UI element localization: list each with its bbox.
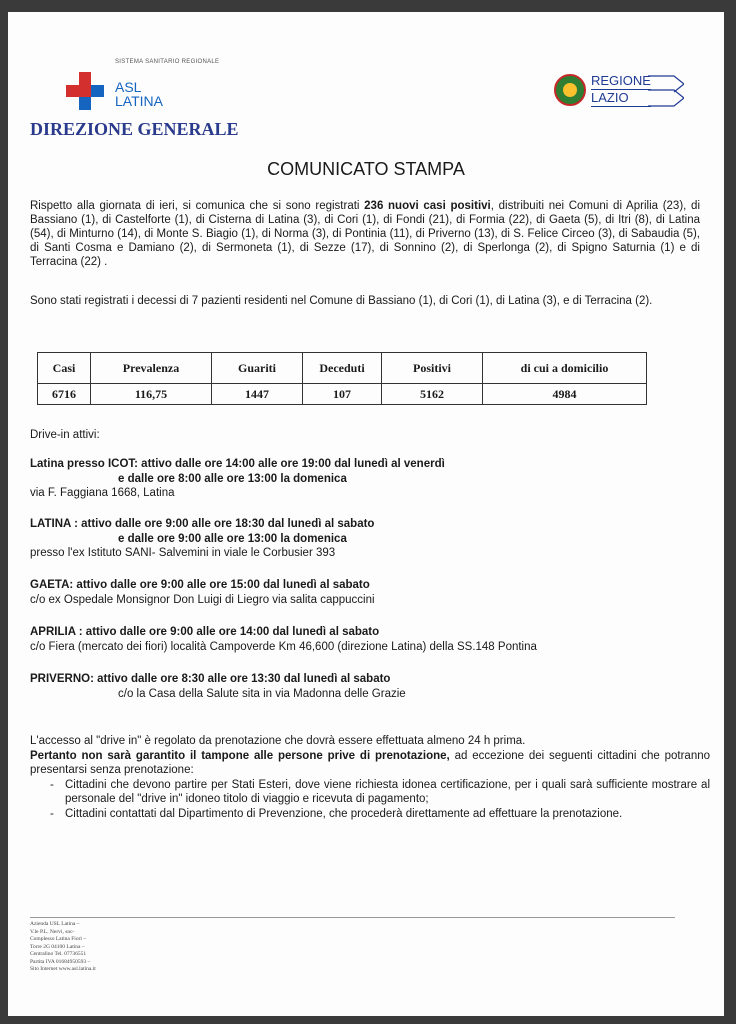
accesso-text: L'accesso al "drive in" è regolato da prenotazione che dovrà essere effettuata almeno 24 h prima. — [30, 735, 526, 747]
drive-in-item — [30, 578, 710, 607]
asl-line2: LATINA — [115, 93, 163, 109]
asl-line1: ASL — [115, 79, 142, 95]
drive-in-item — [30, 625, 710, 654]
table-header-cell: Guariti — [212, 353, 303, 384]
drive-in-address: via F. Faggiana 1668, Latina — [30, 487, 175, 499]
table-cell: 116,75 — [91, 384, 212, 405]
drive-in-item — [30, 517, 710, 561]
footer-line: Torre 2G 04100 Latina – — [30, 943, 85, 950]
table-header-row — [38, 353, 647, 384]
intro-paragraph — [30, 199, 700, 269]
table-cell: 5162 — [382, 384, 483, 405]
list-item: - Cittadini che devono partire per Stati Esteri, dove viene richiesta idonea certificazione, per i quali sarà sufficiente mostrare al personale del "drive in" idoneo titolo di viaggio e ricevuta di pagamento; — [30, 778, 710, 807]
footer-divider — [30, 917, 675, 918]
pertanto-after: ad eccezione dei seguenti cittadini che potranno presentarsi senza prenotazione: — [30, 749, 711, 776]
drive-in-address: c/o la Casa della Salute sita in via Madonna delle Grazie — [118, 687, 406, 700]
table-header-cell: Casi — [38, 353, 91, 384]
drive-in-address: c/o ex Ospedale Monsignor Don Luigi di Liegro via salita cappuccini — [30, 593, 375, 606]
direzione-generale-heading: DIREZIONE GENERALE — [30, 119, 239, 139]
page-title: COMUNICATO STAMPA — [267, 159, 465, 179]
footer-line: Sito Internet www.asl.latina.it — [30, 966, 96, 972]
table-row — [38, 384, 647, 405]
drive-in-title: Drive-in attivi: — [30, 429, 100, 441]
intro-bold: 236 nuovi casi positivi — [364, 200, 491, 212]
intro-after: , distribuiti nei Comuni di Aprilia (23), di Bassiano (1), di Castelforte (1), di Cisterna di Latina (3), di Cori (1), di Fondi (21), di Formia (22), di Gaeta (5), di Itri (8), di Latina (54), di Minturno (14), di Monte S. Biagio (1), di Norma (3), di Pontinia (11), di Priverno (13), di S. Felice Circeo (3), di Sabaudia (5), di Santi Cosma e Damiano (2), di Sermoneta (1), di Sezze (17), di Sonnino (2), di Sperlonga (2), di Spigno Saturnia (1) e di Terracina (22) . — [30, 200, 700, 268]
footer-line: V.le P.L. Nervi, snc- — [30, 928, 75, 935]
table-cell: 1447 — [212, 384, 303, 405]
footer-line: Partita IVA 01684950593 – — [30, 958, 91, 965]
drive-in-line1: Latina presso ICOT: attivo dalle ore 14:00 alle ore 19:00 dal lunedì al venerdì — [30, 458, 445, 470]
table-cell: 107 — [303, 384, 382, 405]
table-cell: 6716 — [38, 384, 91, 405]
drive-in-address: presso l'ex Istituto SANI- Salvemini in viale le Corbusier 393 — [30, 547, 336, 559]
pertanto-bold: Pertanto non sarà garantito il tampone alle persone prive di prenotazione, — [30, 749, 450, 762]
drive-in-line1: GAETA: attivo dalle ore 9:00 alle ore 15:00 dal lunedì al sabato — [30, 579, 370, 591]
exceptions-list — [30, 778, 710, 822]
intro-before: Rispetto alla giornata di ieri, si comunica che si sono registrati — [30, 200, 365, 212]
drive-in-line1: LATINA : attivo dalle ore 9:00 alle ore 18:30 dal lunedì al sabato — [30, 518, 375, 530]
drive-in-item — [30, 672, 710, 701]
footer-line: Complesso Latina Fiori – — [30, 936, 87, 942]
stats-table — [37, 352, 647, 405]
footer-address — [30, 921, 96, 974]
regione-lines-icon — [648, 74, 684, 108]
drive-in-address: c/o Fiera (mercato dei fiori) località Campoverde Km 46,600 (direzione Latina) della SS.148 Pontina — [30, 640, 537, 653]
table-cell: 4984 — [483, 384, 647, 405]
table-header-cell: Deceduti — [303, 353, 382, 384]
drive-in-line2: e dalle ore 8:00 alle ore 13:00 la domenica — [118, 472, 347, 485]
regione-lazio-emblem-icon — [554, 74, 586, 106]
drive-in-line2: e dalle ore 9:00 alle ore 13:00 la domenica — [118, 532, 347, 545]
table-header-cell: Prevalenza — [91, 353, 212, 384]
cross-logo-icon — [66, 72, 104, 110]
decessi-paragraph: Sono stati registrati i decessi di 7 pazienti residenti nel Comune di Bassiano (1), di Cori (1), di Latina (3), e di Terracina (2). — [30, 295, 653, 307]
drive-in-line1: PRIVERNO: attivo dalle ore 8:30 alle ore 13:30 dal lunedì al sabato — [30, 673, 391, 685]
footer-line: Centralino Tel. 07736551 — [30, 951, 87, 957]
table-header-cell: Positivi — [382, 353, 483, 384]
document-page — [8, 12, 724, 1016]
regione-lazio-text — [591, 73, 651, 107]
regione-line2: LAZIO — [591, 90, 651, 107]
footer-line: Azienda USL Latina – — [30, 921, 80, 927]
list-item: - Cittadini contattati dal Dipartimento di Prevenzione, che procederà direttamente ad effettuare la prenotazione. — [30, 807, 710, 822]
table-header-cell: di cui a domicilio — [483, 353, 647, 384]
drive-in-line1: APRILIA : attivo dalle ore 9:00 alle ore 14:00 dal lunedì al sabato — [30, 626, 380, 638]
accesso-paragraph — [30, 734, 710, 821]
regione-line1: REGIONE — [591, 73, 651, 88]
drive-in-item — [30, 457, 710, 501]
ssr-label: SISTEMA SANITARIO REGIONALE — [115, 59, 220, 65]
asl-logo-text — [115, 80, 163, 108]
